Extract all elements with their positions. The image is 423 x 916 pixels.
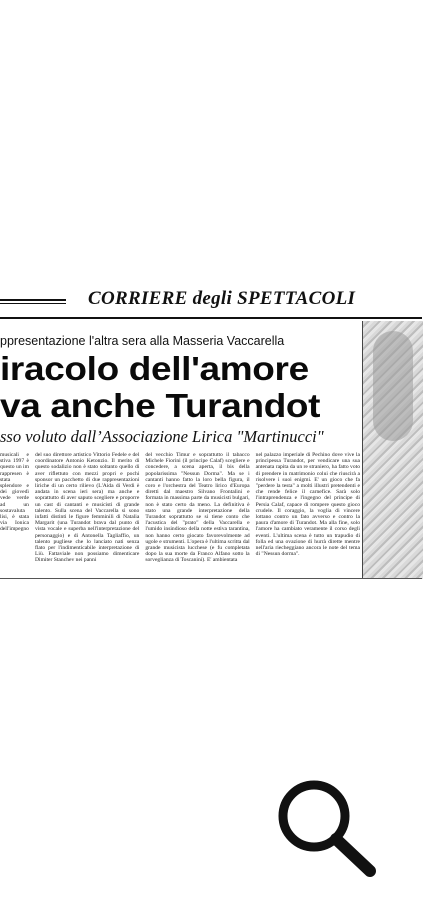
headline-line-1: iracolo dell'amore <box>0 350 309 387</box>
search-icon <box>272 776 382 880</box>
article-column-1: musicali e stiva 1997 è questo un im rappresen è stata splendore e dei giovedì vede verde ad un sostavaluta lisi, è stata via Ionica dell'impegno <box>0 452 29 533</box>
article-body <box>0 452 360 580</box>
masthead-rule-left <box>0 299 66 304</box>
article-column-4: nel palazzo imperiale di Pechino dove vive la principessa Turandot, per vendicare una sua antenata rapita da un re straniero, ha fatto voto di prendere in matrimonio colui che riuscirà a risolvere i suoi enigmi. E' un gioco che fa "perdere la testa" a molti illustri pretendenti e che rende felice il carnefice. Sarà solo l'intraprendenza e l'ingegno del principe di Persia Calaf, capace di rompere questo gioco crudele. Il coraggio, la voglia di vincere lottano contro un fato avverso e contro la paura d'amore di Turandot. Ma alla fine, solo l'amore ha cambiato veramente il corso degli eventi. L'ultima scena è tutto un trapudio di folla ed una ovazione di hurrà dirette mentre nell'aria riecheggiano ancora le note del tema di "Nessun dorma". <box>255 452 360 558</box>
headline-line-2: va anche Turandot <box>0 387 321 424</box>
subhead: sso voluto dall’Associazione Lirica "Martinucci" <box>0 427 324 446</box>
article-column-3: del vecchio Timur e soprattutto il tabacco Michele Fiorini (il principe Calaf) scegliere e concedere, a scena aperta, il bis della popolarissima "Nessun Dorma". Ma se i cantanti hanno fatto la loro bella figura, il coro e l'orchestra del Teatro lirico d'Europa diretti dal maestro Silvano Frontalini e formata in massima parte da musicisti bulgari, non è stato certo da meno. La definitiva è stato una grande interpretazione della Turandot soprattutto se si tiene conto che l'acustica del "prato" della Vaccarella e l'umido insindioso della notte estiva tarantina, non hanno certo giocato favorevolmente ad ugole e strumenti. L'opera è l'ultima scritta dal grande musicista lucchese (e fu completata dopo la sua morte da Franco Alfano sotto la sorveglianza di Toscanini). E' ambientata <box>145 452 250 564</box>
article-photo <box>362 321 423 579</box>
article-column-2: del suo direttore artistico Vittorio Fedele e del coordinatore Antonio Ketonzio. Il merito di questo sodalizio non è stato soltanto quello di aver riflettuto con mezzi propri e pochi sponsor un pacchetto di due rappresentazioni liriche di un certo rilievo (L'Aida di Verdi è andata in scena ieri sera) ma anche e soprattutto di aver saputo scegliere e proporre un cast di cantanti e musicisti di grande talento. Sulla scena del Vaccarella si sono infatti distinti le figure femminili di Natalia Margarit (una Turandot brava dal punto di vista vocale e superba nell'interpretazione del personaggio) e di Antonella Tagliaffio, un talento pugliese che lo lanciato nati senza flato per l'indimenticabile interpretazione di Liù. Fattaviale non possiamo dimenticare Dimiter Stanchev nei panni <box>34 452 140 564</box>
search-button[interactable] <box>272 776 382 880</box>
masthead: CORRIERE degli SPETTACOLI <box>88 288 356 309</box>
masthead-rule <box>0 317 422 319</box>
photo-figure <box>373 331 413 441</box>
kicker: ppresentazione l'altra sera alla Masseria Vaccarella <box>0 334 285 348</box>
bottom-rule <box>0 578 422 579</box>
newspaper-clipping <box>0 288 422 608</box>
